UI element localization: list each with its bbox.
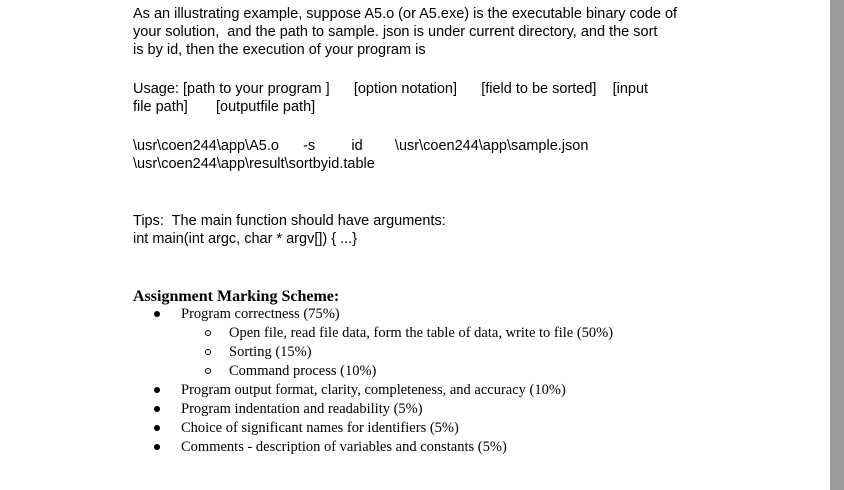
viewer-background-edge — [830, 0, 844, 490]
list-item — [133, 438, 613, 457]
list-item-text: Open file, read file data, form the table of data, write to file (50%) — [229, 325, 614, 341]
circle-bullet-icon — [205, 349, 211, 355]
bullet-icon — [154, 387, 160, 393]
list-item — [133, 343, 613, 362]
list-item — [133, 400, 613, 419]
bullet-icon — [154, 425, 160, 431]
bullet-icon — [154, 406, 160, 412]
list-item — [133, 362, 613, 381]
command-line: \usr\coen244\app\A5.o -s id \usr\coen244\app\sample.json — [133, 138, 589, 154]
usage-line: file path] [outputfile path] — [133, 99, 316, 115]
example-line: is by id, then the execution of your program is — [133, 42, 426, 58]
example-paragraph — [133, 5, 733, 59]
circle-bullet-icon — [205, 330, 211, 336]
list-item-text: Program correctness (75%) — [181, 306, 340, 322]
command-paragraph — [133, 137, 733, 173]
bullet-icon — [154, 311, 160, 317]
list-item — [133, 419, 613, 438]
list-item-text: Program indentation and readability (5%) — [181, 401, 423, 417]
list-item — [133, 305, 613, 324]
list-item — [133, 324, 613, 343]
tips-line: int main(int argc, char * argv[]) { ...} — [133, 231, 358, 247]
list-item-text: Command process (10%) — [229, 363, 377, 379]
list-item — [133, 381, 613, 400]
example-line: your solution, and the path to sample. json is under current directory, and the sort — [133, 24, 658, 40]
circle-bullet-icon — [205, 368, 211, 374]
example-line: As an illustrating example, suppose A5.o (or A5.exe) is the executable binary code of — [133, 6, 678, 22]
list-item-text: Sorting (15%) — [229, 344, 312, 360]
marking-scheme-list — [133, 305, 613, 457]
tips-line: Tips: The main function should have arguments: — [133, 213, 446, 229]
usage-line: Usage: [path to your program ] [option notation] [field to be sorted] [input — [133, 81, 649, 97]
tips-paragraph — [133, 212, 733, 248]
list-item-text: Comments - description of variables and constants (5%) — [181, 439, 507, 455]
bullet-icon — [154, 444, 160, 450]
marking-scheme-heading: Assignment Marking Scheme: — [133, 288, 340, 305]
list-item-text: Choice of significant names for identifiers (5%) — [181, 420, 459, 436]
list-item-text: Program output format, clarity, completeness, and accuracy (10%) — [181, 382, 566, 398]
usage-paragraph — [133, 80, 733, 116]
command-line: \usr\coen244\app\result\sortbyid.table — [133, 156, 375, 172]
